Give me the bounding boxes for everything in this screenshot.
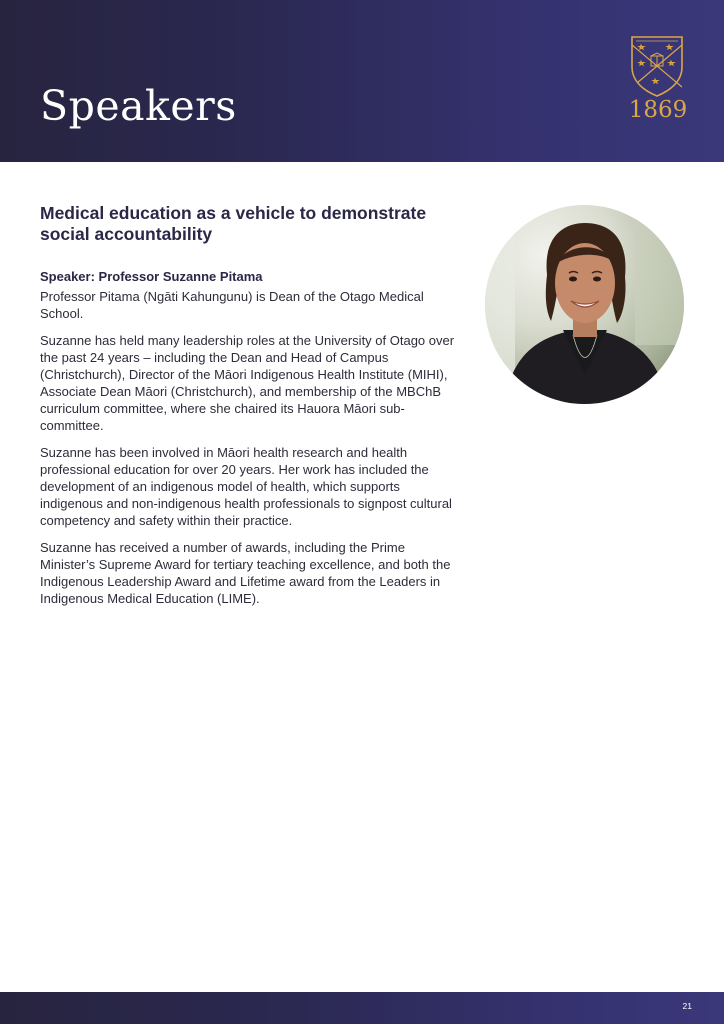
- university-crest-icon: [629, 35, 685, 97]
- footer-band: [0, 992, 724, 1024]
- bio-paragraph: Suzanne has been involved in Māori health research and health professional education for over 20 years. Her work has included the development of an indigenous model of health, which supports indigenous and non-indigenous health professionals to signpost cultural competency and safety within their practice.: [40, 445, 452, 528]
- page-number: 21: [682, 1001, 692, 1011]
- speaker-section: [40, 203, 460, 617]
- header-band: [0, 0, 724, 162]
- university-logo: [628, 35, 688, 130]
- crest-year: 1869: [628, 97, 688, 123]
- bio-paragraph: Professor Pitama (Ngāti Kahungunu) is Dean of the Otago Medical School.: [40, 289, 424, 321]
- talk-title: Medical education as a vehicle to demonstrate social accountability: [40, 203, 427, 244]
- speaker-name: Speaker: Professor Suzanne Pitama: [40, 269, 263, 284]
- bio-paragraph: Suzanne has held many leadership roles at the University of Otago over the past 24 years – including the Dean and Head of Campus (Christchurch), Director of the Māori Indigenous Health Institute (MIHI), Associate Dean Māori (Christchurch), and membership of the MBChB curriculum committee, where she chaired its Hauora Māori sub-committee.: [40, 333, 455, 433]
- speaker-portrait: [485, 205, 684, 404]
- page-title: Speakers: [40, 82, 237, 130]
- bio-paragraph: Suzanne has received a number of awards, including the Prime Minister’s Supreme Award for tertiary teaching excellence, and both the Indigenous Leadership Award and Lifetime award from the Leaders in Indigenous Medical Education (LIME).: [40, 540, 451, 606]
